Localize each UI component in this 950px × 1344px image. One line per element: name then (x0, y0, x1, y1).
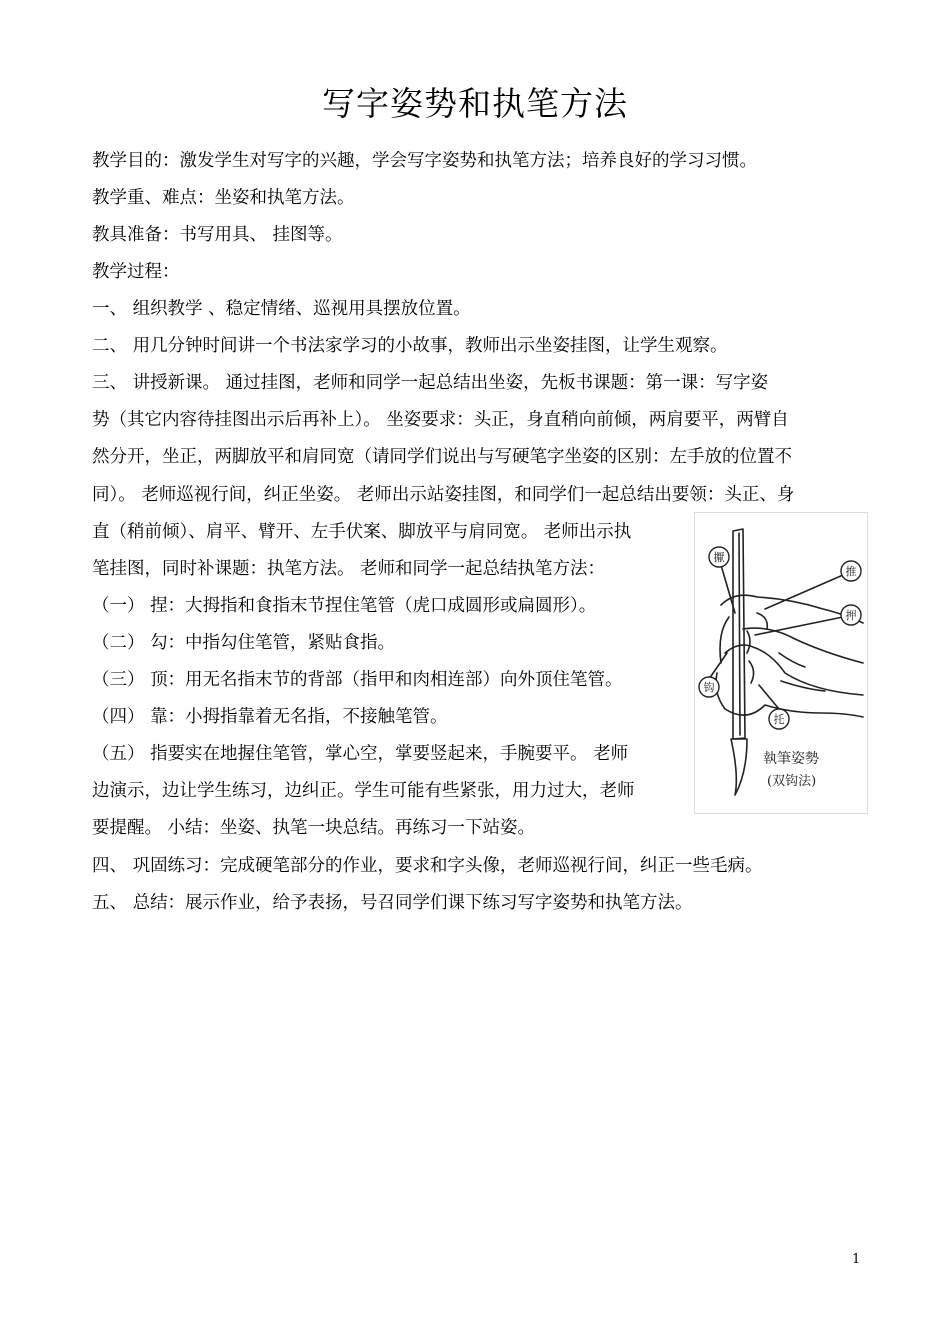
text-line: （三） 顶：用无名指末节的背部（指甲和肉相连部）向外顶住笔管。 (92, 670, 623, 690)
brush-holding-illustration (694, 512, 868, 814)
text-line: 五、 总结：展示作业，给予表扬，号召同学们课下练习写字姿势和执笔方法。 (92, 893, 693, 913)
text-line: 教学重、难点：坐姿和执笔方法。 (92, 188, 355, 208)
text-line: 同）。 老师巡视行间，纠正坐姿。 老师出示站姿挂图，和同学们一起总结出要领：头正、身 (92, 485, 795, 505)
page-number: 1 (852, 1252, 861, 1267)
text-line: 边演示，边让学生练习，边纠正。学生可能有些紧张，用力过大，老师 (92, 781, 635, 801)
text-line: （四） 靠：小拇指靠着无名指，不接触笔管。 (92, 707, 448, 727)
figure-label: 托 (773, 713, 785, 726)
text-line: 然分开，坐正，两脚放平和肩同宽（请同学们说出与写硬笔字坐姿的区别：左手放的位置不 (92, 447, 792, 467)
figure-label: 押 (845, 609, 857, 622)
figure-caption: 執筆姿勢 (763, 751, 819, 767)
text-line: 笔挂图，同时补课题：执笔方法。 老师和同学一起总结执笔方法： (92, 559, 606, 579)
text-line: 一、 组织教学 、稳定情绪、巡视用具摆放位置。 (92, 299, 471, 319)
figure-label: 推 (845, 565, 857, 578)
text-line: 教学目的：激发学生对写字的兴趣，学会写字姿势和执笔方法；培养良好的学习习惯。 (92, 151, 757, 171)
text-line: 二、 用几分钟时间讲一个书法家学习的小故事，教师出示坐姿挂图，让学生观察。 (92, 336, 728, 356)
figure-label: 钩 (703, 681, 715, 694)
text-line: 势（其它内容待挂图出示后再补上）。 坐姿要求：头正，身直稍向前倾，两肩要平，两臂自 (92, 410, 789, 430)
document-title: 写字姿势和执笔方法 (322, 84, 628, 123)
text-line: （一） 捏：大拇指和食指末节捏住笔管（虎口成圆形或扁圆形）。 (92, 596, 597, 616)
figure-label: 擫 (713, 551, 725, 564)
text-line: （五） 指要实在地握住笔管，掌心空，掌要竖起来，手腕要平。 老师 (92, 744, 629, 764)
text-line: 直（稍前倾）、肩平、臂开、左手伏案、脚放平与肩同宽。 老师出示执 (92, 522, 632, 542)
text-line: 教具准备：书写用具、 挂图等。 (92, 225, 343, 245)
figure-subcaption: (双钩法) (767, 774, 817, 789)
text-line: 四、 巩固练习：完成硬笔部分的作业，要求和字头像，老师巡视行间，纠正一些毛病。 (92, 856, 763, 876)
text-line: （二） 勾：中指勾住笔管，紧贴食指。 (92, 633, 396, 653)
text-line: 要提醒。 小结：坐姿、执笔一块总结。再练习一下站姿。 (92, 818, 536, 838)
text-line: 三、 讲授新课。 通过挂图，老师和同学一起总结出坐姿，先板书课题：第一课：写字姿 (92, 373, 769, 393)
text-line: 教学过程： (92, 262, 180, 282)
